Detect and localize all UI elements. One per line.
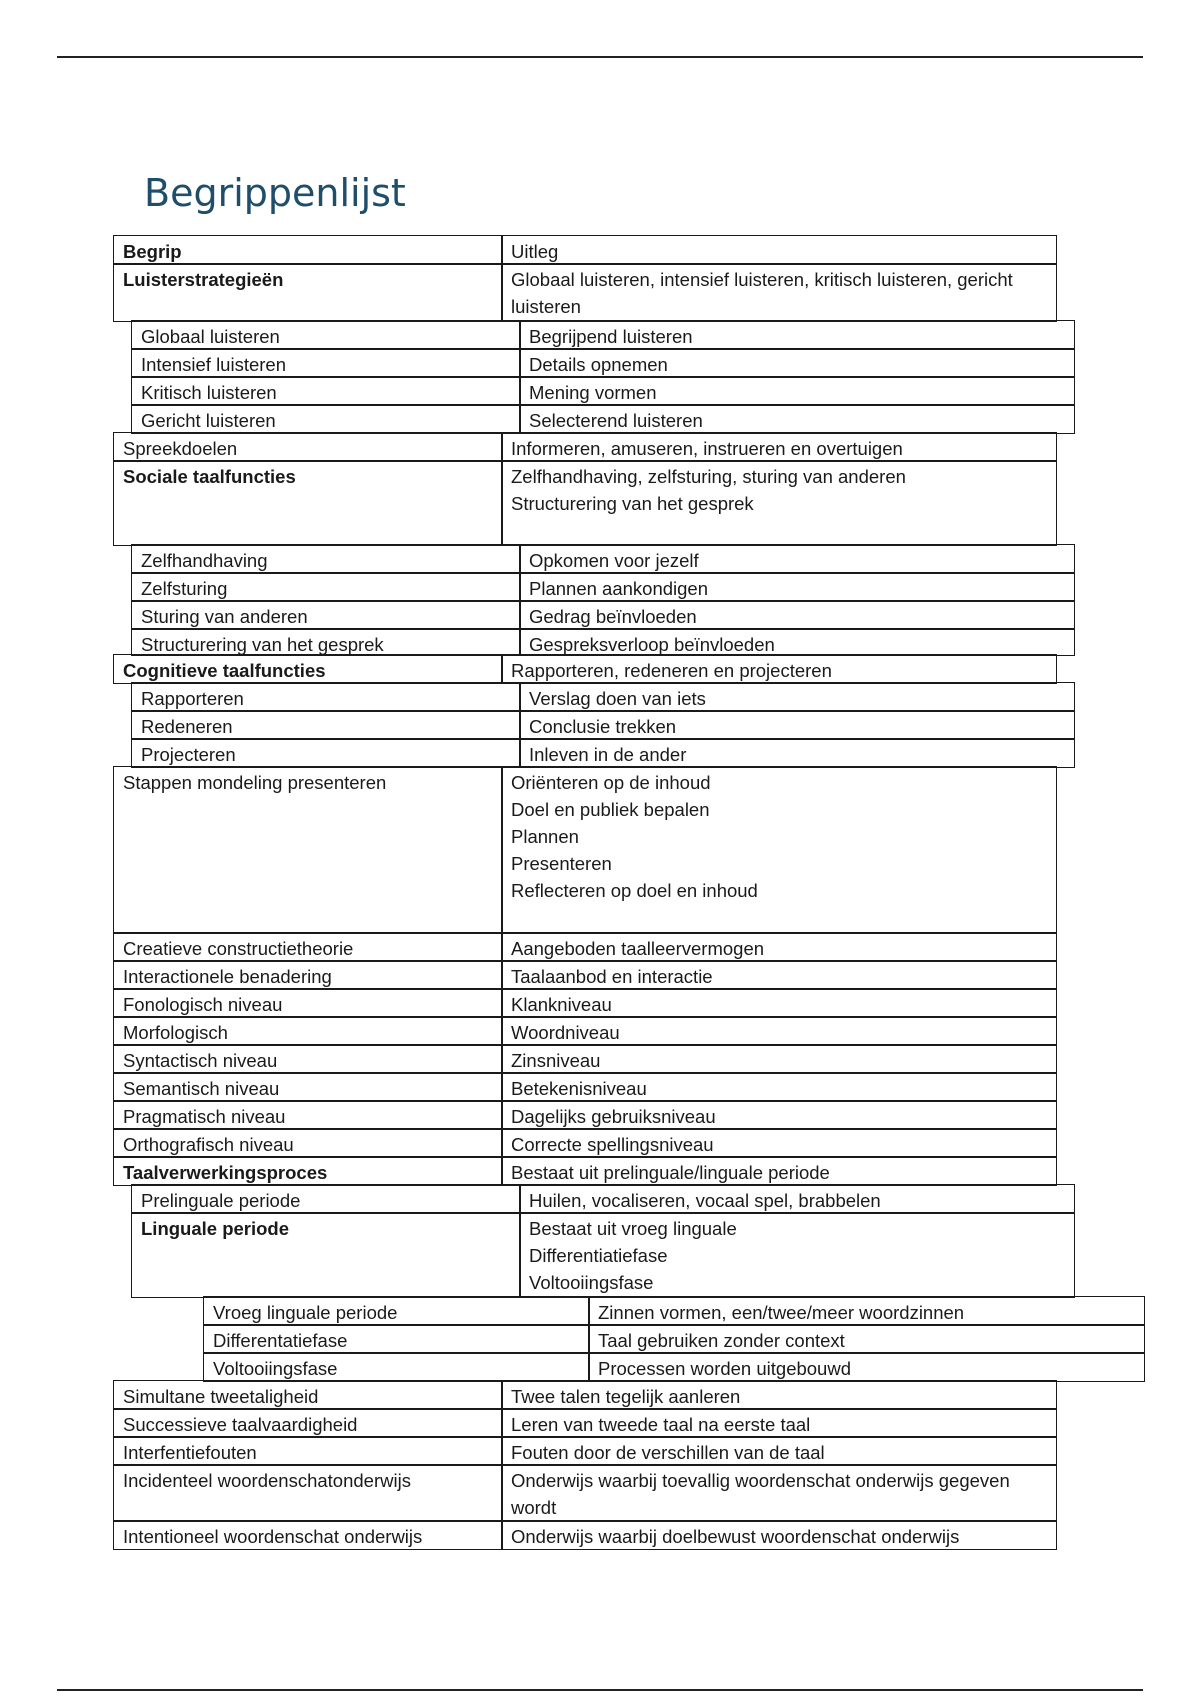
table-row bbox=[113, 1520, 1057, 1550]
term-cell: Luisterstrategieën bbox=[113, 263, 503, 322]
term-cell: Prelinguale periode bbox=[131, 1184, 521, 1214]
table-row bbox=[113, 1128, 1057, 1158]
table-row bbox=[131, 376, 1075, 406]
term-cell: Intentioneel woordenschat onderwijs bbox=[113, 1520, 503, 1550]
term-cell: Globaal luisteren bbox=[131, 320, 521, 350]
table-row bbox=[113, 1156, 1057, 1186]
term-cell: Interfentiefouten bbox=[113, 1436, 503, 1466]
table-row bbox=[113, 960, 1057, 990]
explanation-cell: Gespreksverloop beïnvloeden bbox=[519, 628, 1075, 656]
explanation-cell: Processen worden uitgebouwd bbox=[588, 1352, 1145, 1382]
term-cell: Orthografisch niveau bbox=[113, 1128, 503, 1158]
page-title: Begrippenlijst bbox=[144, 171, 406, 215]
term-cell: Sociale taalfuncties bbox=[113, 460, 503, 546]
explanation-cell: Aangeboden taalleervermogen bbox=[501, 932, 1057, 962]
table-row bbox=[113, 1044, 1057, 1074]
table-row bbox=[131, 544, 1075, 574]
term-cell: Zelfhandhaving bbox=[131, 544, 521, 574]
table-row bbox=[113, 988, 1057, 1018]
table-row bbox=[131, 1212, 1075, 1298]
explanation-cell: Onderwijs waarbij doelbewust woordenschat onderwijs bbox=[501, 1520, 1057, 1550]
term-cell: Intensief luisteren bbox=[131, 348, 521, 378]
bottom-rule bbox=[57, 1689, 1143, 1691]
term-cell: Rapporteren bbox=[131, 682, 521, 712]
explanation-cell: Leren van tweede taal na eerste taal bbox=[501, 1408, 1057, 1438]
table-row bbox=[131, 600, 1075, 630]
term-cell: Pragmatisch niveau bbox=[113, 1100, 503, 1130]
table-row bbox=[113, 766, 1057, 934]
table-row bbox=[113, 932, 1057, 962]
explanation-cell: Oriënteren op de inhoud Doel en publiek bepalen Plannen Presenteren Reflecteren op doel en inhoud bbox=[501, 766, 1057, 934]
term-cell: Incidenteel woordenschatonderwijs bbox=[113, 1464, 503, 1522]
table-row bbox=[113, 1016, 1057, 1046]
explanation-cell: Selecterend luisteren bbox=[519, 404, 1075, 434]
explanation-cell: Dagelijks gebruiksniveau bbox=[501, 1100, 1057, 1130]
explanation-cell: Zelfhandhaving, zelfsturing, sturing van anderen Structurering van het gesprek bbox=[501, 460, 1057, 546]
table-row bbox=[113, 1100, 1057, 1130]
explanation-cell: Zinnen vormen, een/twee/meer woordzinnen bbox=[588, 1296, 1145, 1326]
explanation-cell: Fouten door de verschillen van de taal bbox=[501, 1436, 1057, 1466]
explanation-cell: Conclusie trekken bbox=[519, 710, 1075, 740]
term-cell: Successieve taalvaardigheid bbox=[113, 1408, 503, 1438]
explanation-cell: Begrijpend luisteren bbox=[519, 320, 1075, 350]
table-row bbox=[113, 1436, 1057, 1466]
table-row bbox=[131, 348, 1075, 378]
explanation-cell: Betekenisniveau bbox=[501, 1072, 1057, 1102]
term-cell: Begrip bbox=[113, 235, 503, 265]
table-row bbox=[113, 235, 1057, 265]
term-cell: Projecteren bbox=[131, 738, 521, 768]
term-cell: Fonologisch niveau bbox=[113, 988, 503, 1018]
term-cell: Gericht luisteren bbox=[131, 404, 521, 434]
term-cell: Zelfsturing bbox=[131, 572, 521, 602]
table-row bbox=[203, 1324, 1145, 1354]
term-cell: Interactionele benadering bbox=[113, 960, 503, 990]
term-cell: Spreekdoelen bbox=[113, 432, 503, 462]
term-cell: Redeneren bbox=[131, 710, 521, 740]
table-row bbox=[113, 432, 1057, 462]
explanation-cell: Onderwijs waarbij toevallig woordenschat onderwijs gegeven wordt bbox=[501, 1464, 1057, 1522]
explanation-cell: Plannen aankondigen bbox=[519, 572, 1075, 602]
term-cell: Cognitieve taalfuncties bbox=[113, 654, 503, 684]
explanation-cell: Taal gebruiken zonder context bbox=[588, 1324, 1145, 1354]
table-row bbox=[113, 1408, 1057, 1438]
term-cell: Syntactisch niveau bbox=[113, 1044, 503, 1074]
explanation-cell: Informeren, amuseren, instrueren en overtuigen bbox=[501, 432, 1057, 462]
term-cell: Morfologisch bbox=[113, 1016, 503, 1046]
term-cell: Kritisch luisteren bbox=[131, 376, 521, 406]
term-cell: Simultane tweetaligheid bbox=[113, 1380, 503, 1410]
explanation-cell: Correcte spellingsniveau bbox=[501, 1128, 1057, 1158]
explanation-cell: Verslag doen van iets bbox=[519, 682, 1075, 712]
table-row bbox=[113, 1464, 1057, 1522]
explanation-cell: Rapporteren, redeneren en projecteren bbox=[501, 654, 1057, 684]
table-row bbox=[113, 1072, 1057, 1102]
table-row bbox=[131, 1184, 1075, 1214]
explanation-cell: Twee talen tegelijk aanleren bbox=[501, 1380, 1057, 1410]
explanation-cell: Bestaat uit prelinguale/linguale periode bbox=[501, 1156, 1057, 1186]
explanation-cell: Opkomen voor jezelf bbox=[519, 544, 1075, 574]
term-cell: Differentatiefase bbox=[203, 1324, 590, 1354]
table-row bbox=[113, 1380, 1057, 1410]
term-cell: Sturing van anderen bbox=[131, 600, 521, 630]
explanation-cell: Bestaat uit vroeg linguale Differentiatiefase Voltooiingsfase bbox=[519, 1212, 1075, 1298]
table-row bbox=[131, 738, 1075, 768]
explanation-cell: Woordniveau bbox=[501, 1016, 1057, 1046]
table-row bbox=[131, 628, 1075, 656]
explanation-cell: Gedrag beïnvloeden bbox=[519, 600, 1075, 630]
explanation-cell: Huilen, vocaliseren, vocaal spel, brabbelen bbox=[519, 1184, 1075, 1214]
explanation-cell: Zinsniveau bbox=[501, 1044, 1057, 1074]
term-cell: Taalverwerkingsproces bbox=[113, 1156, 503, 1186]
table-row bbox=[203, 1296, 1145, 1326]
table-row bbox=[203, 1352, 1145, 1382]
term-cell: Semantisch niveau bbox=[113, 1072, 503, 1102]
table-row bbox=[131, 682, 1075, 712]
term-cell: Vroeg linguale periode bbox=[203, 1296, 590, 1326]
table-row bbox=[131, 572, 1075, 602]
term-cell: Creatieve constructietheorie bbox=[113, 932, 503, 962]
explanation-cell: Uitleg bbox=[501, 235, 1057, 265]
table-row bbox=[113, 263, 1057, 322]
table-row bbox=[113, 460, 1057, 546]
table-row bbox=[113, 654, 1057, 684]
table-row bbox=[131, 404, 1075, 434]
term-cell: Voltooiingsfase bbox=[203, 1352, 590, 1382]
term-cell: Stappen mondeling presenteren bbox=[113, 766, 503, 934]
term-cell: Linguale periode bbox=[131, 1212, 521, 1298]
explanation-cell: Mening vormen bbox=[519, 376, 1075, 406]
explanation-cell: Details opnemen bbox=[519, 348, 1075, 378]
term-cell: Structurering van het gesprek bbox=[131, 628, 521, 656]
explanation-cell: Inleven in de ander bbox=[519, 738, 1075, 768]
explanation-cell: Taalaanbod en interactie bbox=[501, 960, 1057, 990]
table-row bbox=[131, 710, 1075, 740]
explanation-cell: Klankniveau bbox=[501, 988, 1057, 1018]
table-row bbox=[131, 320, 1075, 350]
explanation-cell: Globaal luisteren, intensief luisteren, kritisch luisteren, gericht luisteren bbox=[501, 263, 1057, 322]
